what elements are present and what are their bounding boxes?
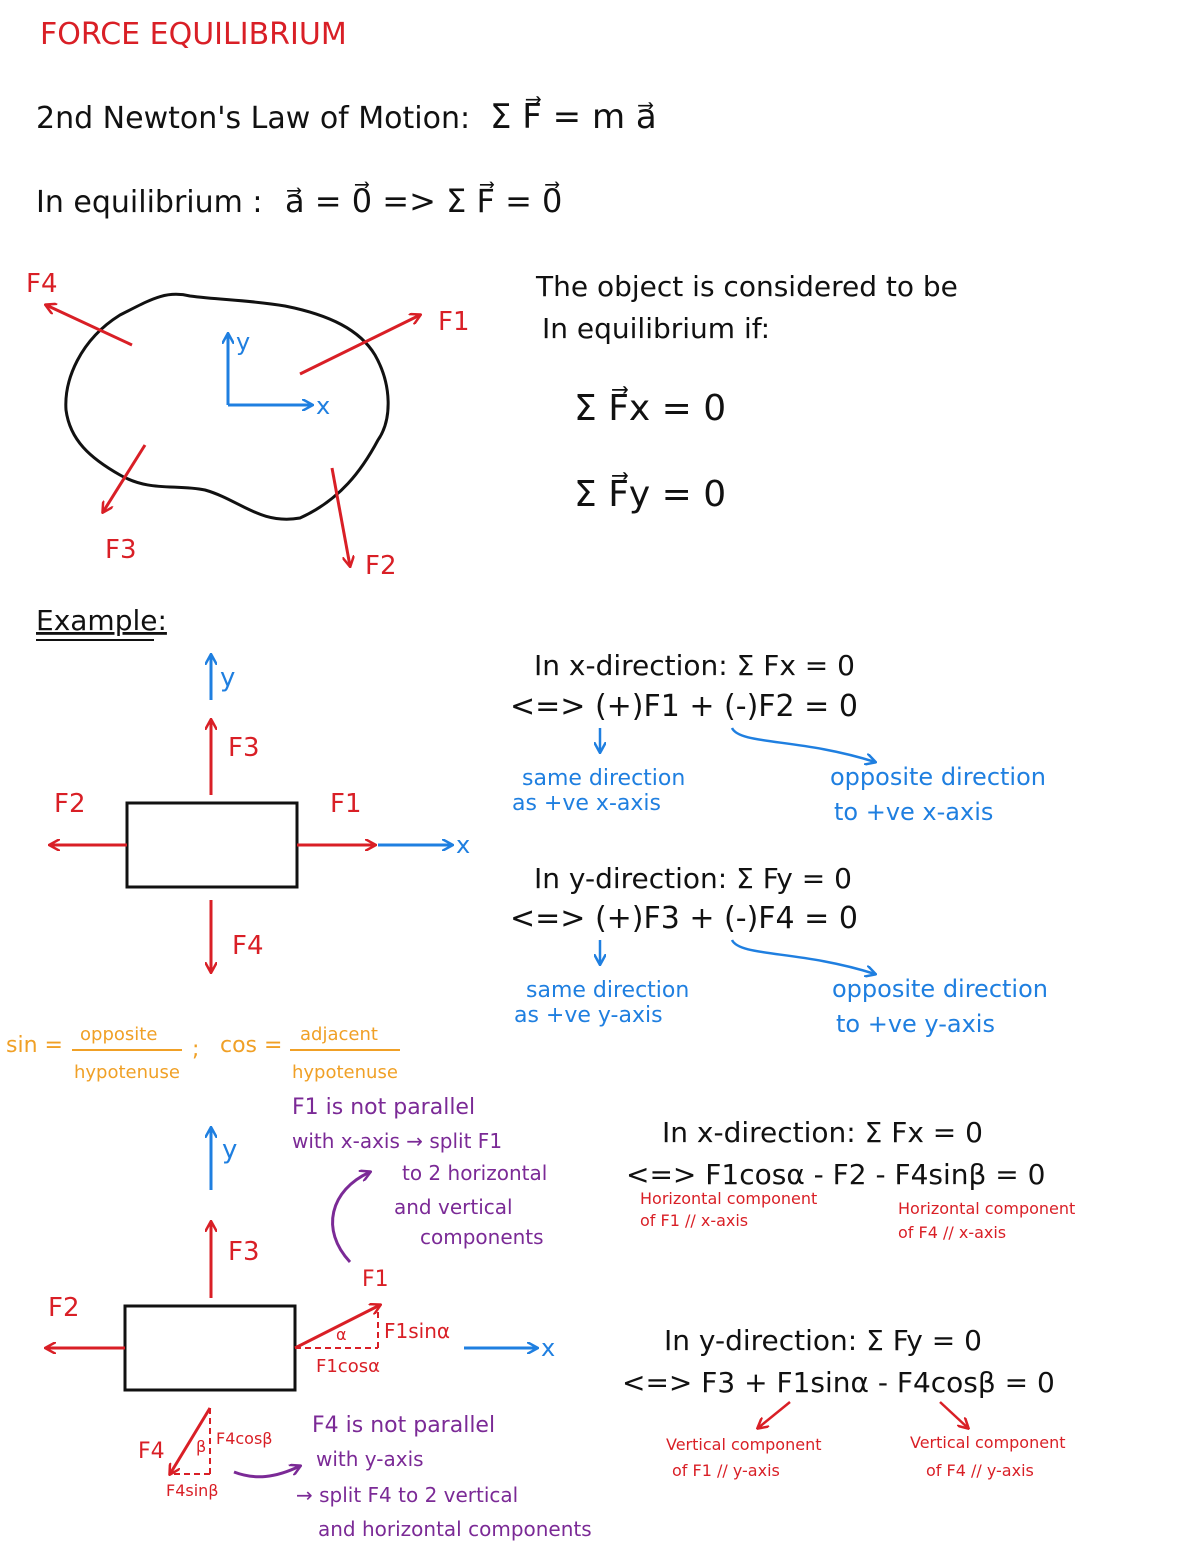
ex2-y-title: In y-direction: Σ Fy = 0: [664, 1324, 982, 1357]
ex2-note-f1-5: components: [420, 1225, 544, 1249]
ex1-x-equation: <=> (+)F1 + (-)F2 = 0: [510, 689, 858, 724]
ex1-y-note-same-1: same direction: [526, 978, 690, 1003]
ex2-label-f4-sin: F4sinβ: [166, 1481, 219, 1500]
ex2-y-comp-1b: of F1 // y-axis: [672, 1461, 780, 1480]
ex1-axis-x-label: x: [456, 831, 471, 859]
ex1-x-note-opp-1: opposite direction: [830, 763, 1046, 791]
ex2-note-f4-3: → split F4 to 2 vertical: [296, 1483, 519, 1507]
ex2-label-f2: F2: [48, 1293, 80, 1323]
condition-line-1: The object is considered to be: [536, 270, 958, 303]
ex1-x-note-opp-2: to +ve x-axis: [834, 798, 994, 826]
ex1-y-opp-arrow: [732, 940, 875, 974]
object-blob: [66, 294, 388, 519]
ex2-label-f1-sin: F1sinα: [384, 1319, 451, 1343]
blob-force-f3: [103, 445, 145, 512]
ex2-label-f3: F3: [228, 1237, 260, 1267]
trig-cos-denominator: hypotenuse: [292, 1062, 398, 1083]
ex2-note-f1-1: F1 is not parallel: [292, 1095, 476, 1120]
ex1-label-f4: F4: [232, 931, 264, 961]
ex2-axis-y-label: y: [222, 1135, 238, 1165]
blob-label-f3: F3: [105, 535, 137, 565]
ex2-label-f4: F4: [138, 1439, 165, 1464]
ex2-label-f1-cos: F1cosα: [316, 1356, 380, 1377]
ex2-note-f1-3: to 2 horizontal: [402, 1161, 548, 1185]
blob-axis-x-label: x: [316, 392, 331, 420]
condition-x: Σ F⃗x = 0: [574, 388, 727, 429]
ex1-y-equation: <=> (+)F3 + (-)F4 = 0: [510, 901, 858, 936]
ex2-note-f4-arrow: [234, 1466, 300, 1477]
ex2-x-title: In x-direction: Σ Fx = 0: [662, 1116, 983, 1149]
ex2-note-f1-arrow: [333, 1172, 370, 1262]
blob-label-f1: F1: [438, 307, 470, 337]
ex1-y-note-opp-2: to +ve y-axis: [836, 1010, 995, 1038]
ex2-note-f1-2: with x-axis → split F1: [292, 1129, 503, 1153]
trig-separator: ;: [192, 1037, 200, 1062]
ex1-box: [127, 803, 297, 887]
ex2-x-comp-2b: of F4 // x-axis: [898, 1223, 1007, 1242]
ex2-angle-alpha: α: [336, 1325, 347, 1344]
condition-line-2: In equilibrium if:: [542, 312, 771, 345]
ex1-y-note-same-2: as +ve y-axis: [514, 1003, 663, 1028]
equilibrium-formula: a⃗ = 0⃗ => Σ F⃗ = 0⃗: [285, 182, 563, 220]
example-heading: Example:: [36, 604, 167, 637]
ex2-note-f4-2: with y-axis: [316, 1447, 424, 1471]
ex2-x-comp-2a: Horizontal component: [898, 1199, 1076, 1218]
blob-force-f1: [300, 315, 420, 374]
ex2-label-f4-cos: F4cosβ: [216, 1429, 273, 1448]
ex1-axis-y-label: y: [220, 663, 236, 693]
ex2-y-comp-2-arrow: [940, 1402, 968, 1428]
ex1-x-note-same-2: as +ve x-axis: [512, 791, 661, 816]
ex2-x-comp-1a: Horizontal component: [640, 1189, 818, 1208]
blob-label-f4: F4: [26, 269, 58, 299]
blob-force-f4: [46, 305, 132, 345]
equilibrium-label: In equilibrium :: [36, 185, 263, 220]
ex1-x-title: In x-direction: Σ Fx = 0: [534, 649, 855, 682]
ex2-y-comp-2b: of F4 // y-axis: [926, 1461, 1034, 1480]
ex1-y-note-opp-1: opposite direction: [832, 975, 1048, 1003]
ex1-label-f3: F3: [228, 733, 260, 763]
trig-cos: cos =: [220, 1033, 283, 1058]
trig-sin: sin =: [6, 1033, 63, 1058]
ex1-label-f2: F2: [54, 789, 86, 819]
ex2-note-f4-4: and horizontal components: [318, 1517, 592, 1541]
ex2-angle-beta: β: [196, 1437, 207, 1456]
ex1-y-title: In y-direction: Σ Fy = 0: [534, 862, 852, 895]
trig-sin-numerator: opposite: [80, 1024, 158, 1045]
trig-cos-numerator: adjacent: [300, 1024, 378, 1045]
ex2-note-f1-4: and vertical: [394, 1195, 513, 1219]
ex2-box: [125, 1306, 295, 1390]
ex1-x-opp-arrow: [732, 728, 875, 762]
ex2-y-comp-1-arrow: [758, 1402, 790, 1428]
ex1-label-f1: F1: [330, 789, 362, 819]
ex2-label-f1: F1: [362, 1267, 389, 1292]
condition-y: Σ F⃗y = 0: [574, 474, 727, 515]
page-title: FORCE EQUILIBRIUM: [40, 17, 347, 52]
ex2-y-comp-1a: Vertical component: [666, 1435, 822, 1454]
ex2-x-equation: <=> F1cosα - F2 - F4sinβ = 0: [626, 1158, 1046, 1191]
ex2-axis-x-label: x: [541, 1334, 556, 1362]
ex2-x-comp-1b: of F1 // x-axis: [640, 1211, 749, 1230]
trig-sin-denominator: hypotenuse: [74, 1062, 180, 1083]
ex2-y-comp-2a: Vertical component: [910, 1433, 1066, 1452]
ex1-x-note-same-1: same direction: [522, 766, 686, 791]
ex2-note-f4-1: F4 is not parallel: [312, 1413, 496, 1438]
ex2-y-equation: <=> F3 + F1sinα - F4cosβ = 0: [622, 1366, 1055, 1399]
blob-label-f2: F2: [365, 551, 397, 581]
newton-formula: Σ F⃗ = m a⃗: [490, 97, 657, 137]
newton-label: 2nd Newton's Law of Motion:: [36, 101, 471, 136]
blob-axis-y-label: y: [236, 328, 251, 356]
